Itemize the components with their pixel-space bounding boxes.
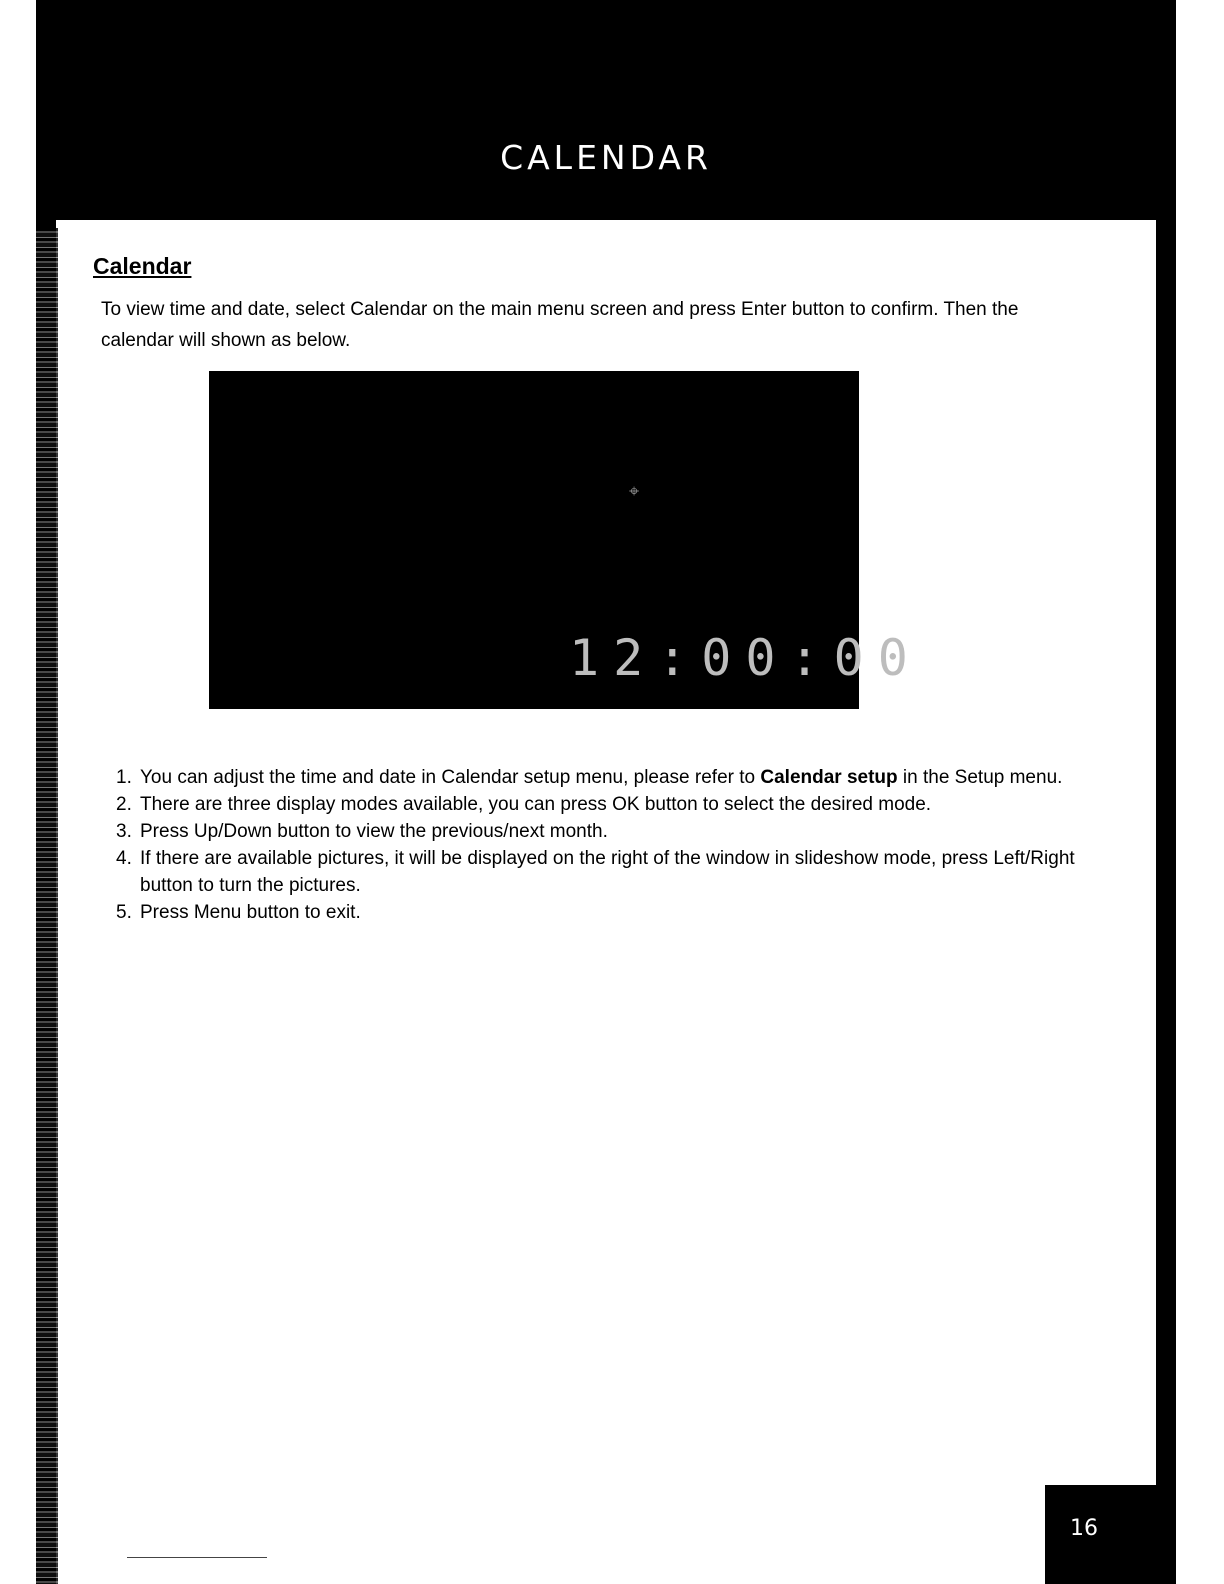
list-item [116,791,1076,818]
list-text: If there are available pictures, it will be displayed on the right of the window in slideshow mode, press Left/Right button to turn the pictures. [140,848,1075,896]
list-number: 4. [116,848,132,869]
list-text: in the Setup menu. [897,767,1063,788]
list-text: There are three display modes available, you can press OK button to select the desired mode. [140,794,932,815]
intro-paragraph: To view time and date, select Calendar on the main menu screen and press Enter button to confirm. Then the calendar will shown as below. [101,299,1019,351]
list-text: Press Up/Down button to view the previous/next month. [140,821,608,842]
list-number: 1. [116,767,132,788]
calendar-screenshot [209,371,922,709]
page-title: CALENDAR [500,138,712,177]
section-heading: Calendar [93,253,192,279]
list-number: 3. [116,821,132,842]
page-number-box [1045,1485,1176,1584]
list-number: 2. [116,794,132,815]
clock-display: 12:00:00 [569,629,922,687]
instruction-list [116,764,1076,926]
scan-edge [36,228,58,1584]
footer-rule [127,1557,267,1558]
list-item [116,818,1076,845]
list-number: 5. [116,902,132,923]
page-number: 16 [1070,1516,1098,1541]
list-text: Press Menu button to exit. [140,902,361,923]
list-item [116,764,1076,791]
clock-hand-icon: ⌖ [629,481,640,502]
list-text: You can adjust the time and date in Calendar setup menu, please refer to [140,767,761,788]
list-item [116,845,1076,899]
list-text-bold: Calendar setup [760,767,898,788]
list-item [116,899,1076,926]
